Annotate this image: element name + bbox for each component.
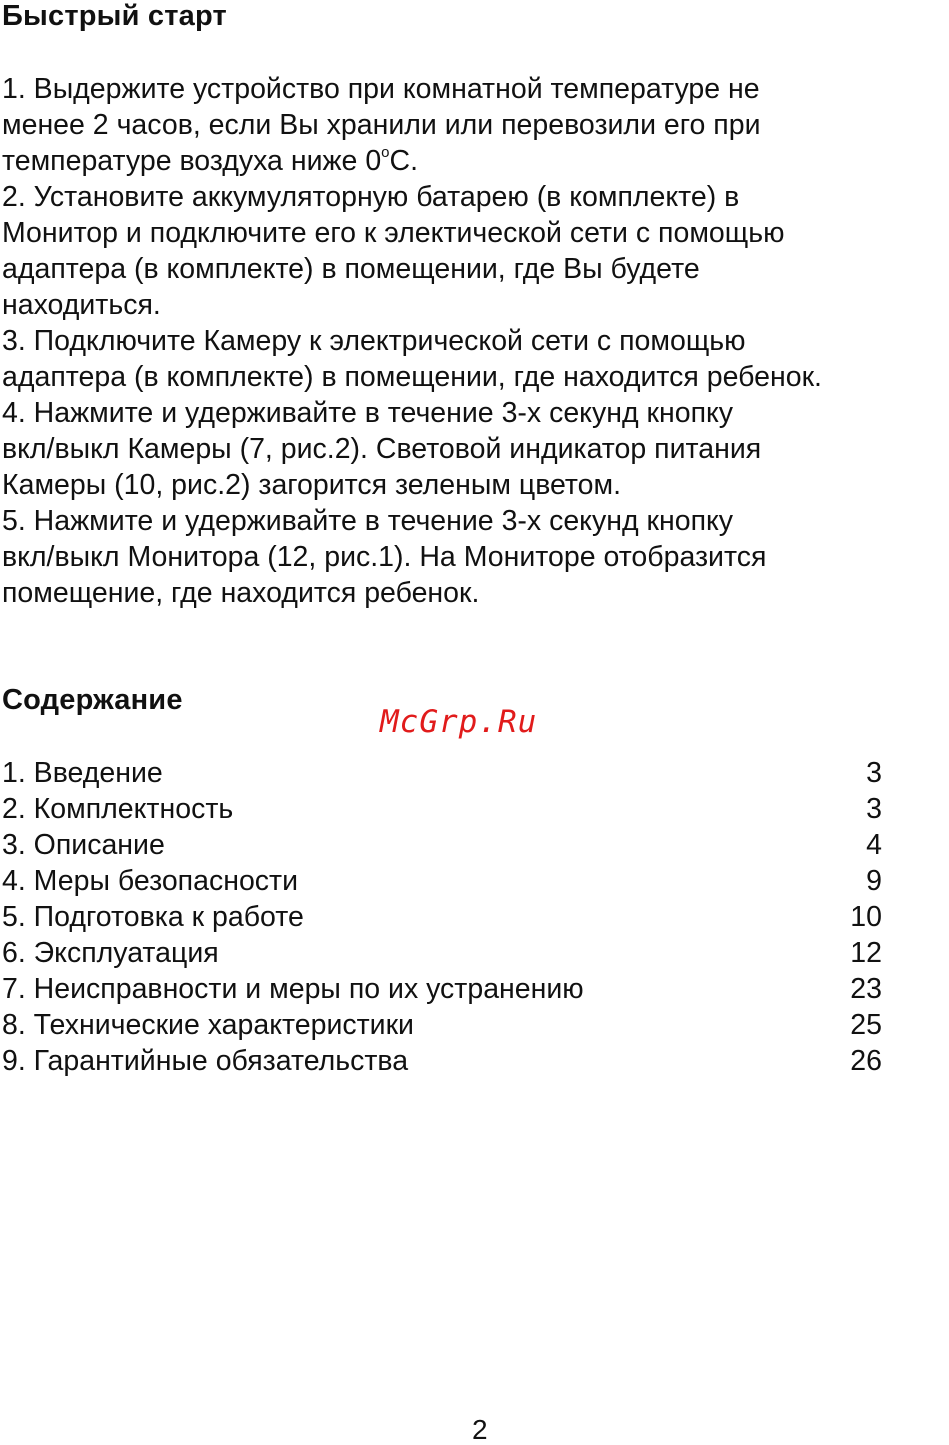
quick-start-line: 3. Подключите Камеру к электрической сети с помощью	[2, 325, 746, 357]
toc-item-page: 23	[850, 973, 882, 1005]
toc-item-label: 5. Подготовка к работе	[2, 901, 304, 933]
toc-item-page: 4	[866, 829, 882, 861]
quick-start-line: 2. Установите аккумуляторную батарею (в комплекте) в	[2, 181, 740, 213]
toc-row	[2, 791, 882, 827]
toc-item-page: 3	[866, 757, 882, 789]
toc-row	[2, 899, 882, 935]
quick-start-line: вкл/выкл Камеры (7, рис.2). Световой индикатор питания	[2, 433, 762, 465]
quick-start-title: Быстрый старт	[2, 0, 227, 32]
toc-item-label: 2. Комплектность	[2, 793, 234, 825]
toc-item-page: 12	[850, 937, 882, 969]
quick-start-line: вкл/выкл Монитора (12, рис.1). На Мониторе отобразится	[2, 541, 767, 573]
toc-item-label: 7. Неисправности и меры по их устранению	[2, 973, 584, 1005]
watermark-logo: McGrp.Ru	[380, 704, 538, 740]
toc-row	[2, 863, 882, 899]
quick-start-line: 4. Нажмите и удерживайте в течение 3-х секунд кнопку	[2, 397, 734, 429]
contents-title: Содержание	[2, 684, 183, 716]
toc-item-label: 9. Гарантийные обязательства	[2, 1045, 409, 1077]
quick-start-line: 5. Нажмите и удерживайте в течение 3-х секунд кнопку	[2, 505, 734, 537]
toc-item-label: 1. Введение	[2, 757, 163, 789]
toc-row	[2, 827, 882, 863]
toc-row	[2, 1007, 882, 1043]
quick-start-line	[2, 143, 949, 179]
quick-start-line: адаптера (в комплекте) в помещении, где Вы будете	[2, 253, 700, 285]
page-number: 2	[472, 1414, 488, 1445]
toc-item-label: 3. Описание	[2, 829, 165, 861]
quick-start-line-text: температуре воздуха ниже 0	[2, 145, 382, 177]
toc-item-label: 6. Эксплуатация	[2, 937, 219, 969]
quick-start-line: находиться.	[2, 289, 161, 321]
toc-row	[2, 1043, 882, 1079]
quick-start-line: помещение, где находится ребенок.	[2, 577, 480, 609]
toc-row	[2, 971, 882, 1007]
degree-symbol: o	[381, 144, 390, 161]
toc-item-page: 25	[850, 1009, 882, 1041]
quick-start-body	[2, 71, 949, 611]
quick-start-line: Монитор и подключите его к электической сети с помощью	[2, 217, 785, 249]
quick-start-line: 1. Выдержите устройство при комнатной температуре не	[2, 73, 760, 105]
toc-item-page: 26	[850, 1045, 882, 1077]
table-of-contents	[2, 755, 882, 1079]
quick-start-line-text: С.	[389, 145, 419, 177]
quick-start-line: адаптера (в комплекте) в помещении, где находится ребенок.	[2, 361, 822, 393]
toc-item-page: 9	[866, 865, 882, 897]
toc-item-label: 4. Меры безопасности	[2, 865, 299, 897]
quick-start-line: Камеры (10, рис.2) загорится зеленым цветом.	[2, 469, 622, 501]
toc-row	[2, 935, 882, 971]
toc-item-page: 3	[866, 793, 882, 825]
toc-row	[2, 755, 882, 791]
toc-item-page: 10	[850, 901, 882, 933]
toc-item-label: 8. Технические характеристики	[2, 1009, 414, 1041]
quick-start-line: менее 2 часов, если Вы хранили или перевозили его при	[2, 109, 761, 141]
